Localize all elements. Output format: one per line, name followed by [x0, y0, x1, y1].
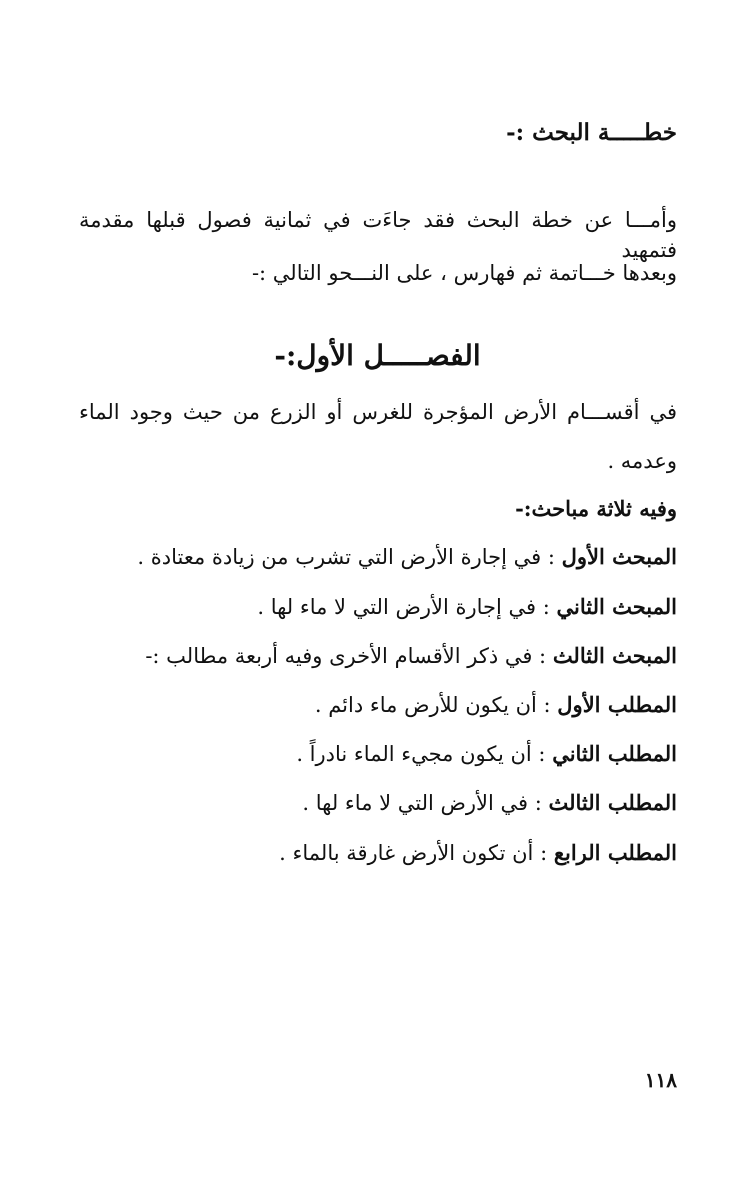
section-item	[257, 592, 677, 622]
section-item	[145, 641, 677, 671]
plan-heading: خطـــــة البحث :-	[506, 119, 677, 146]
section-label: المبحث الثاني	[556, 594, 677, 619]
subsection-text: : أن تكون الأرض غارقة بالماء .	[279, 841, 554, 865]
chapter-title: الفصـــــل الأول:-	[274, 339, 481, 372]
chapter-description-line-2: وعدمه .	[607, 449, 677, 473]
subsection-item	[296, 739, 677, 769]
chapter-description-line-1: في أقســـام الأرض المؤجرة للغرس أو الزرع من حيث وجود الماء	[79, 400, 677, 424]
subsection-label: المطلب الثالث	[548, 790, 677, 815]
subsection-text: : أن يكون مجيء الماء نادراً .	[296, 742, 553, 766]
intro-line-1: وأمـــا عن خطة البحث فقد جاءَت في ثمانية فصول قبلها مقدمة فتمهيد	[79, 208, 677, 262]
section-label: المبحث الثالث	[552, 643, 677, 668]
section-text: : في إجارة الأرض التي تشرب من زيادة معتادة .	[137, 545, 562, 569]
subsection-item	[315, 690, 677, 720]
sections-intro: وفيه ثلاثة مباحث:-	[515, 496, 677, 521]
section-label: المبحث الأول	[561, 544, 677, 569]
subsection-text: : في الأرض التي لا ماء لها .	[302, 791, 549, 815]
page-number: ١١٨	[644, 1068, 677, 1092]
section-text: : في إجارة الأرض التي لا ماء لها .	[257, 595, 557, 619]
subsection-item	[279, 838, 677, 868]
subsection-item	[302, 788, 677, 818]
subsection-text: : أن يكون للأرض ماء دائم .	[314, 693, 558, 717]
section-item	[137, 542, 677, 572]
section-text: : في ذكر الأقسام الأخرى وفيه أربعة مطالب :-	[145, 644, 553, 668]
subsection-label: المطلب الرابع	[553, 840, 677, 865]
subsection-label: المطلب الأول	[557, 692, 677, 717]
subsection-label: المطلب الثاني	[552, 741, 677, 766]
intro-line-2: وبعدها خـــاتمة ثم فهارس ، على النـــحو التالي :-	[251, 261, 677, 285]
